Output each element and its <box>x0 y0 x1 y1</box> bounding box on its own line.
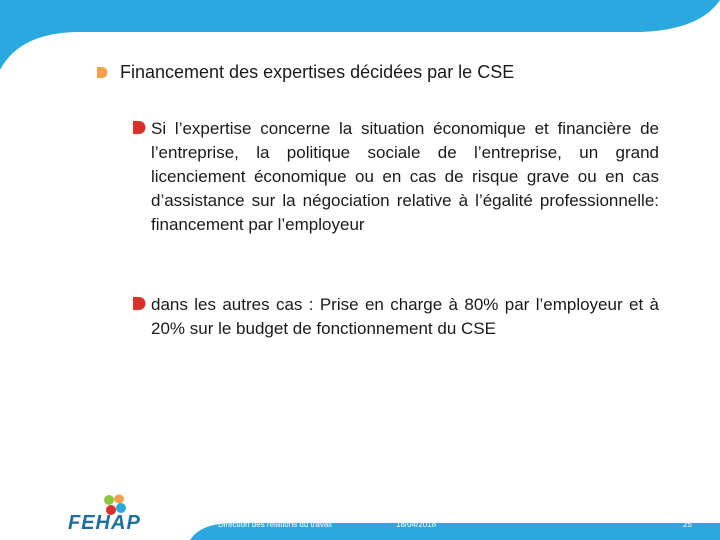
bullet-text-1: Si l’expertise concerne la situation économique et financière de l’entreprise, la politique sociale de l’entreprise, un grand licenciement économique ou en cas de risque grave ou en cas d’assistance sur la négociation relative à l’égalité professionnelle: financement par l’employeur <box>151 119 659 234</box>
fehap-logo <box>64 494 141 536</box>
page-number: 25 <box>683 520 692 529</box>
main-bullet-icon <box>97 65 108 76</box>
sub-bullet-icon <box>133 297 146 310</box>
logo-text: FEHAP <box>68 512 141 534</box>
footer-date: 18/04/2018 <box>396 520 437 529</box>
sub-bullet-icon <box>133 121 146 134</box>
footer-department: Direction des relations du travail <box>218 520 332 529</box>
bullet-text-2: dans les autres cas : Prise en charge à 80% par l’employeur et à 20% sur le budget de fonctionnement du CSE <box>151 295 659 338</box>
slide-title: Financement des expertises décidées par le CSE <box>120 62 515 82</box>
